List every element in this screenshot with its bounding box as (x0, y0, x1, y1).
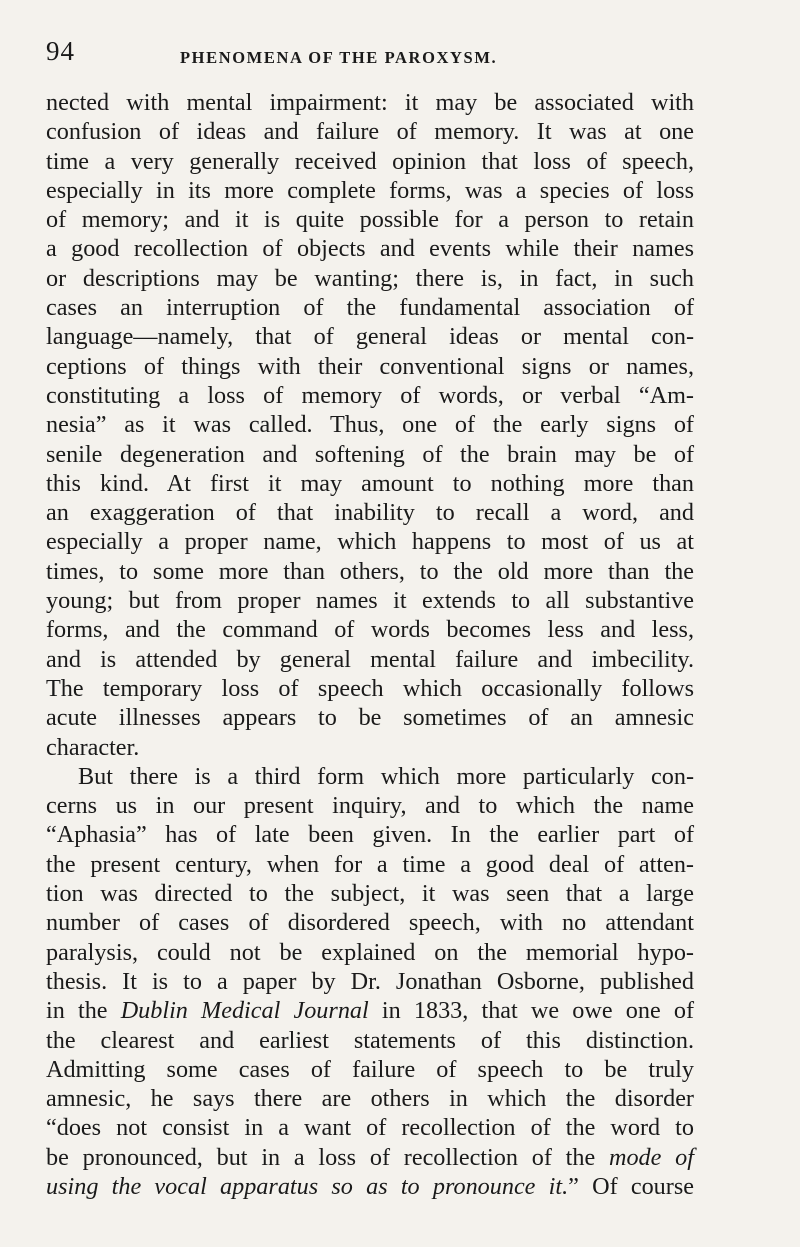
text-line: young; but from proper names it extends to all substantive (46, 587, 694, 615)
text-line: or descriptions may be wanting; there is, in fact, in such (46, 264, 694, 292)
text-line: especially a proper name, which happens to most of us at (46, 528, 694, 556)
text-line: “does not consist in a want of recollection of the word to (46, 1114, 694, 1142)
journal-title: Dublin Medical Journal (120, 997, 369, 1025)
italic-quote: mode of (609, 1143, 694, 1171)
page-number: 94 (46, 36, 75, 66)
text-line-paragraph-start: But there is a third form which more particularly con- (78, 762, 694, 790)
body-text (46, 88, 694, 1201)
text-line: an exaggeration of that inability to recall a word, and (46, 499, 694, 527)
text-line: forms, and the command of words becomes less and less, (46, 616, 694, 644)
text-line: times, to some more than others, to the old more than the (46, 557, 694, 585)
text-line: The temporary loss of speech which occasionally follows (46, 674, 694, 702)
text-line: nected with mental impairment: it may be associated with (46, 89, 694, 116)
text-line: amnesic, he says there are others in which the disorder (46, 1085, 694, 1113)
text-fragment: in 1833, that we owe one of (368, 997, 694, 1025)
text-line: paralysis, could not be explained on the memorial hypo- (46, 938, 694, 966)
text-line: Admitting some cases of failure of speech to be truly (46, 1055, 694, 1083)
text-line: a good recollection of objects and events while their names (46, 235, 694, 263)
text-line: and is attended by general mental failure and imbecility. (46, 645, 694, 673)
text-line: thesis. It is to a paper by Dr. Jonathan Osborne, published (46, 967, 694, 995)
text-line: this kind. At first it may amount to nothing more than (46, 469, 694, 497)
text-line: the present century, when for a time a good deal of atten- (46, 850, 694, 878)
text-line: senile degeneration and softening of the brain may be of (46, 440, 694, 468)
text-line: tion was directed to the subject, it was seen that a large (46, 880, 694, 908)
running-head: PHENOMENA OF THE PAROXYSM. (180, 48, 498, 67)
text-line (46, 996, 694, 1025)
text-fragment: be pronounced, but in a loss of recollection of the (46, 1143, 609, 1171)
text-line: cases an interruption of the fundamental association of (46, 294, 694, 322)
text-line: nesia” as it was called. Thus, one of the early signs of (46, 411, 694, 439)
text-line: “Aphasia” has of late been given. In the earlier part of (46, 821, 694, 849)
text-line (46, 1143, 694, 1172)
text-line: acute illnesses appears to be sometimes of an amnesic (46, 704, 694, 732)
text-fragment: ” Of course (568, 1172, 694, 1200)
text-line: of memory; and it is quite possible for a person to retain (46, 206, 694, 234)
text-line: number of cases of disordered speech, with no attendant (46, 909, 694, 937)
text-line: confusion of ideas and failure of memory. It was at one (46, 118, 694, 146)
text-line: the clearest and earliest statements of this distinction. (46, 1026, 694, 1054)
text-line: time a very generally received opinion that loss of speech, (46, 147, 694, 175)
page-header (46, 36, 740, 76)
italic-quote: using the vocal apparatus so as to pronounce it. (46, 1172, 569, 1200)
text-line: constituting a loss of memory of words, or verbal “Am- (46, 381, 694, 409)
text-line: especially in its more complete forms, was a species of loss (46, 176, 694, 204)
text-line (46, 1172, 694, 1201)
text-line: character. (46, 733, 140, 761)
text-line: language—namely, that of general ideas or mental con- (46, 323, 694, 351)
text-line: ceptions of things with their conventional signs or names, (46, 352, 694, 380)
text-fragment: in the (46, 997, 121, 1025)
text-line: cerns us in our present inquiry, and to which the name (46, 792, 694, 820)
